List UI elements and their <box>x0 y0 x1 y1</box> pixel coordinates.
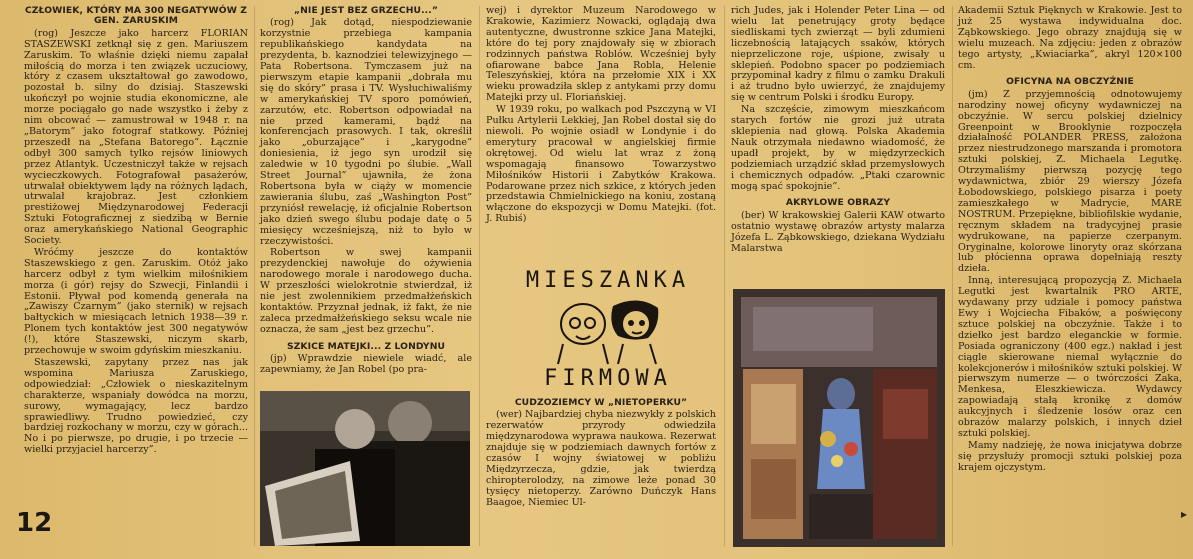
headline-zaruski: CZŁOWIEK, KTÓRY MA 300 NEGATYWÓW Z GEN. ZARUSKIM <box>24 5 248 27</box>
paragraph: (jm) Z przyjemnością odnotowujemy narodziny nowej oficyny wydawniczej na obczyźnie. W sercu polskiej dzielnicy Greenpoint w Brooklynie rozpoczęła działalność POLANDER PRESS, założona przez niestrudzonego marszanda i promotora sztuki polskiej, Z. Michaela Legutkę. Otrzymaliśmy pierwszą pozycję tego wydawnictwa, zbiór 29 wierszy Józefa Łobodowskiego, polskiego pisarza i poety zamieszkałego w Madrycie, MARE NOSTRUM. Przepiękne, bibliofilskie wydanie, ręcznym składem na tradycyjnej prasie wydrukowane, na papierze czerpanym. Oryginalne, kolorowe linoryty oraz skórzana lub płócienna oprawa dopełniają reszty dzieła. <box>958 88 1182 275</box>
paragraph: (rog) Jak dotąd, niespodziewanie korzystnie przebiega kampania republikańskiego kandydata na prezydenta, b. kaznodziei telewizyjnego — Pata Robertsona. Tymczasem już na pierwszym etapie kampanii „dobrała mu się do skóry” prasa i TV. Wysłuchiwaliśmy w amerykańskiej TV sporo pomówień, zarzutów, etc. Robertson odpowiadał na nie przed kamerami, bądź na konferencjach prasowych. I tak, określił jako „oburzające” i „karygodne” doniesienia, iż jego syn urodził się zaledwie w 10 tygodni po ślubie. „Wall Street Journal” ujawniła, że żona Robertsona była w ciąży w momencie zawierania ślubu, zaś „Washington Post” przyniósł rewelację, iż oficjalnie Robertson jako dzień swego ślubu podaje datę o 5 miesięcy wcześniejszą, niż to było w rzeczywistości. <box>260 17 472 247</box>
paragraph: Akademii Sztuk Pięknych w Krakowie. Jest to już 25 wystawa indywidualna doc. Ząbkowskiego. Jego obrazy znajdują się w wielu muzeach. Na zdjęciu: jeden z obrazów tego artysty, „Kwiaciarka”, akryl 120×100 cm. <box>958 5 1182 71</box>
column-rule <box>952 6 953 546</box>
paragraph: W 1939 roku, po walkach pod Pszczyną w VI Pułku Artylerii Lekkiej, Jan Robel dostał się do niewoli. Po wojnie osiadł w Londynie i do emerytury pracował w angielskiej firmie okrętowej. Od wielu lat wraz z żoną wspomagają finansowo Towarzystwo Miłośników Historii i Zabytków Krakowa. Podarowane przez nich szkice, z których jeden przedstawia Chmielnickiego na koniu, zostaną włączone do ekspozycji w Domu Matejki. (fot. J. Rubiś) <box>486 104 716 225</box>
column-rule <box>254 6 255 546</box>
paragraph: Robertson w swej kampanii prezydenckiej nawołuje do ożywienia narodowego morale i narodowego ducha. W przeszłości wielokrotnie stwierdzał, iż nie jest zwolennikiem przedmałżeńskich kontaktów. Przyznał jednak, iż fakt, że nie zaleca przedmałżeńskiego seksu wcale nie oznacza, że sam „jest bez grzechu”. <box>260 247 472 335</box>
paragraph: wej) i dyrektor Muzeum Narodowego w Krakowie, Kazimierz Nowacki, oglądają dwa autentyczne, dwustronne szkice Jana Matejki, które do tej pory znajdowały się w zbiorach rodzinnych państwa Roblów. Wcześniej były ofiarowane babce Jana Robla, Helenie Teleszyńskiej, która na przełomie XIX i XX wieku prowadziła sklep z antykami przy domu Matejki przy ul. Floriańskiej. <box>486 5 716 104</box>
continue-arrow-icon: ▸ <box>1180 507 1187 521</box>
page-number: 12 <box>16 508 53 538</box>
column-5 <box>958 6 1182 546</box>
logo-word-bottom: FIRMOWA <box>544 366 672 391</box>
headline-matejki: SZKICE MATEJKI... Z LONDYNU <box>286 340 446 352</box>
paragraph: (jp) Wprawdzie niewiele wiadć, ale zapewniamy, że Jan Robel (po pra- <box>260 353 472 375</box>
paragraph: Na szczęście, zimowym mieszkańcom starych fortów nie grozi już utrata sklepienia nad głową. Polska Akademia Nauk otrzymała niedawno wiadomość, że upadł projekt, by w międzyrzeckich podziemiach urządzić skład przemysłowych i chemicznych odpadów. „Ptaki czarownic mogą spać spokojnie”. <box>731 104 945 192</box>
paragraph: (wer) Najbardziej chyba niezwykły z polskich rezerwatów przyrody odwiedziła międzynarodowa wyprawa naukowa. Rezerwat znajduje się w podziemiach dawnych fortów z czasów I wojny światowej w pobliżu Międzyrzecza, gdzie, jak twierdzą chiropterolodzy, na zimowe leże ponad 30 tysięcy nietoperzy. Zarówno Duńczyk Hans Baagoe, Niemiec Ul- <box>486 409 716 508</box>
headline-oficyna: OFICYNA NA OBCZYŹNIE <box>1006 76 1134 88</box>
photo-illustration <box>260 391 470 546</box>
paragraph: (ber) W krakowskiej Galerii KAW otwarto ostatnio wystawę obrazów artysty malarza Józefa L. Ząbkowskiego, dziekana Wydziału Malarstwa <box>731 209 945 254</box>
two-faces-icon <box>488 296 728 366</box>
paragraph: (rog) Jeszcze jako harcerz FLORIAN STASZEWSKI zetknął się z gen. Mariuszem Zaruskim. To właśnie dzięki niemu zapałał miłością do morza i ten związek uczuciowy, który z czasem ukształtował go zawodowo, pozostał b. silny do dzisiaj. Staszewski ukończył po wojnie studia ekonomiczne, ale morze pociągało go nade wszystko i żeby z nim obcować — zamustrował w 1948 r. na „Batorym” jako fotograf statkowy. Później przeszedł na „Stefana Batorego”. Łącznie odbył 300 samych tylko rejsów liniowych przez Atlantyk. Uczestniczył także w rejsach wycieczkowych. Fotografował pasażerów, utrwalał obiektywem lądy na różnych lądach, utrwalał krajobraz. Jest członkiem prestiżowej Międzynarodowej Federacji Sztuki Fotograficznej z siedzibą w Bernie oraz amerykańskiego National Geographic Society. <box>24 27 248 247</box>
painting-photo <box>733 289 945 547</box>
painting-illustration <box>733 289 945 547</box>
logo-word-top: MIESZANKA <box>525 268 691 293</box>
headline-nietoperek: CUDZOZIEMCY W „NIETOPERKU” <box>514 397 688 408</box>
column-4 <box>731 6 945 282</box>
column-2 <box>260 6 472 388</box>
paragraph: rich Judes, jak i Holender Peter Lina — od wielu lat penetrujący groty będące siedliskami tych zwierząt — byli zdumieni liczebnością latających ssaków, których nieprzeliczone roje, uśpione, zwisały u sklepień. Podobno spacer po podziemiach przypominał kadry z filmu o zamku Drakuli i aż trudno było uwierzyć, że znajdujemy się w centrum Polski i środku Europy. <box>731 5 945 104</box>
headline-grzechu: „NIE JEST BEZ GRZECHU...” <box>294 5 438 16</box>
column-1 <box>24 5 248 456</box>
paragraph: Staszewski, zapytany przez nas jak wspomina Mariusza Zaruskiego, odpowiedział: „Człowiek o nieskazitelnym charakterze, wspaniały dowódca na morzu, surowy, wymagający, lecz bardzo sprawiedliwy. Trudno powiedzieć, czy bardziej rozkochany w morzu, czy w górach... No i po pierwsze, po drugie, i po trzecie — wielki przyjaciel harcerzy”. <box>24 357 248 456</box>
column-rule <box>724 6 725 546</box>
mieszanka-firmowa-logo <box>488 266 728 396</box>
column-3b <box>486 398 716 548</box>
paragraph: Mamy nadzieję, że nowa inicjatywa dobrze się przysłuży promocji sztuki polskiej poza krajem ojczystym. <box>958 439 1182 473</box>
column-rule <box>479 6 480 546</box>
paragraph: Inną, interesującą propozycją Z. Michaela Legutki jest kwartalnik PRO ARTE, wydawany przy udziale i pomocy państwa Ewy i Wojciecha Fibaków, a poświęcony sztuce polskiej na obczyźnie. Także i to dziełko jest bardzo eleganckie w formie. Posiada ograniczony (400 egz.) nakład i jest ciągle skierowane niemal wyłącznie do kolekcjonerów i miłośników sztuki polskiej. W pierwszym numerze — o twórczości Zaka, Menkesa, Eleszkiewicza. Wydawcy zapowiadają stałą kronikę z domów aukcyjnych i śledzenie losów oraz cen obrazów malarzy polskich, i innych dzieł sztuki polskiej. <box>958 275 1182 439</box>
photo-men-with-sketch <box>260 391 470 546</box>
paragraph: Wróćmy jeszcze do kontaktów Staszewskiego z gen. Zaruskim. Otóż jako harcerz odbył z tym wielkim miłośnikiem morza (i gór) rejsy do Szwecji, Finlandii i Estonii. Pływał pod komendą generała na „Zawiszy Czarnym” (jako sternik) w rejsach bałtyckich w miesiącach letnich 1938—39 r. Plonem tych kontaktów jest 300 negatywów (!), które Staszewski, niczym skarb, przechowuje w swoim gdyńskim mieszkaniu. <box>24 246 248 357</box>
headline-akrylowe: AKRYLOWE OBRAZY <box>785 197 891 209</box>
column-3 <box>486 6 716 268</box>
